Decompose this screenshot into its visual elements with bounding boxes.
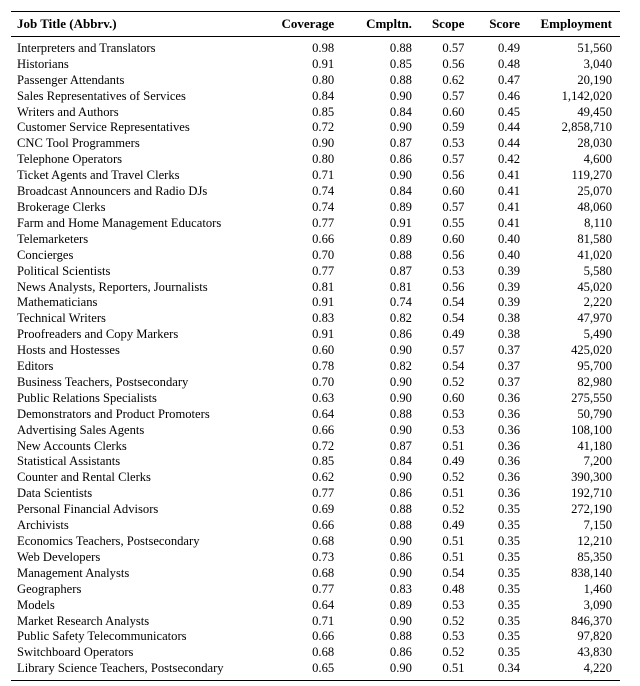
- cell-coverage: 0.68: [312, 645, 335, 660]
- cell-coverage: 0.66: [312, 231, 335, 246]
- table-row: [11, 168, 620, 184]
- table-row: [11, 359, 620, 375]
- cell-job-title: Economics Teachers, Postsecondary: [17, 534, 200, 548]
- cell-completion: 0.87: [389, 438, 412, 453]
- cell-scope: 0.52: [442, 645, 465, 660]
- cell-scope: 0.57: [442, 88, 465, 103]
- cell-coverage: 0.80: [312, 152, 335, 167]
- cell-completion: 0.88: [389, 518, 412, 533]
- cell-completion: 0.87: [389, 263, 412, 278]
- cell-employment: 47,970: [577, 311, 612, 326]
- cell-score: 0.38: [497, 327, 520, 342]
- cell-employment: 425,020: [571, 343, 612, 358]
- cell-scope: 0.54: [442, 295, 465, 310]
- cell-job-title: Concierges: [17, 247, 74, 262]
- cell-employment: 51,560: [577, 40, 612, 55]
- cell-job-title: Telemarketers: [17, 231, 89, 246]
- table-row: [11, 120, 620, 136]
- cell-completion: 0.91: [389, 215, 412, 230]
- cell-score: 0.36: [497, 486, 520, 501]
- cell-job-title: CNC Tool Programmers: [17, 136, 140, 151]
- cell-completion: 0.88: [389, 247, 412, 262]
- cell-completion: 0.86: [389, 549, 412, 564]
- header-employment: Employment: [540, 16, 612, 31]
- cell-score: 0.42: [497, 152, 520, 167]
- cell-completion: 0.88: [389, 406, 412, 421]
- cell-coverage: 0.91: [312, 56, 335, 71]
- cell-employment: 41,020: [577, 247, 612, 262]
- cell-completion: 0.86: [389, 152, 412, 167]
- cell-scope: 0.60: [442, 390, 465, 405]
- cell-job-title: Management Analysts: [17, 565, 130, 580]
- header-job-title: Job Title (Abbrv.): [17, 16, 117, 31]
- cell-employment: 2,858,710: [561, 120, 612, 135]
- cell-job-title: Farm and Home Management Educators: [17, 215, 222, 230]
- cell-employment: 50,790: [577, 406, 612, 421]
- cell-coverage: 0.77: [312, 486, 335, 501]
- cell-coverage: 0.77: [312, 581, 335, 596]
- table-row: [11, 89, 620, 105]
- table-row: [11, 391, 620, 407]
- cell-score: 0.47: [497, 72, 520, 87]
- cell-completion: 0.86: [389, 645, 412, 660]
- header-score: Score: [489, 16, 520, 31]
- cell-scope: 0.49: [442, 327, 465, 342]
- table-row: [11, 407, 620, 423]
- cell-scope: 0.49: [442, 518, 465, 533]
- table-row: [11, 327, 620, 343]
- cell-employment: 3,090: [583, 597, 612, 612]
- cell-job-title: Personal Financial Advisors: [17, 502, 159, 517]
- cell-coverage: 0.64: [312, 406, 335, 421]
- cell-job-title: Interpreters and Translators: [17, 40, 156, 55]
- cell-score: 0.40: [497, 247, 520, 262]
- cell-job-title: Public Safety Telecommunicators: [17, 629, 187, 644]
- cell-score: 0.36: [497, 390, 520, 405]
- cell-score: 0.36: [497, 454, 520, 469]
- table-row: [11, 152, 620, 168]
- cell-job-title: Writers and Authors: [17, 104, 119, 119]
- cell-coverage: 0.77: [312, 215, 335, 230]
- cell-coverage: 0.69: [312, 502, 335, 517]
- cell-scope: 0.60: [442, 184, 465, 199]
- cell-employment: 82,980: [577, 374, 612, 389]
- cell-employment: 1,142,020: [561, 88, 612, 103]
- cell-completion: 0.90: [389, 120, 412, 135]
- cell-score: 0.35: [497, 597, 520, 612]
- cell-completion: 0.90: [389, 565, 412, 580]
- cell-score: 0.36: [497, 422, 520, 437]
- cell-score: 0.39: [497, 295, 520, 310]
- table-row: [11, 73, 620, 89]
- cell-job-title: Ticket Agents and Travel Clerks: [17, 168, 180, 183]
- cell-job-title: News Analysts, Reporters, Journalists: [17, 279, 208, 294]
- cell-employment: 7,200: [583, 454, 612, 469]
- cell-scope: 0.56: [442, 168, 465, 183]
- cell-employment: 7,150: [583, 518, 612, 533]
- cell-score: 0.35: [497, 629, 520, 644]
- table-row: [11, 598, 620, 614]
- cell-job-title: Web Developers: [17, 549, 101, 564]
- cell-coverage: 0.77: [312, 263, 335, 278]
- cell-coverage: 0.66: [312, 629, 335, 644]
- cell-employment: 8,110: [584, 215, 612, 230]
- cell-score: 0.39: [497, 279, 520, 294]
- cell-scope: 0.57: [442, 40, 465, 55]
- cell-scope: 0.52: [442, 470, 465, 485]
- cell-completion: 0.89: [389, 231, 412, 246]
- cell-score: 0.35: [497, 534, 520, 548]
- table-header: [11, 12, 620, 37]
- cell-coverage: 0.84: [312, 88, 335, 103]
- cell-score: 0.36: [497, 438, 520, 453]
- cell-scope: 0.49: [442, 454, 465, 469]
- cell-job-title: Editors: [17, 359, 54, 374]
- cell-job-title: Telephone Operators: [17, 152, 123, 167]
- cell-coverage: 0.68: [312, 565, 335, 580]
- table-row: [11, 105, 620, 121]
- cell-completion: 0.84: [389, 184, 412, 199]
- cell-coverage: 0.62: [312, 470, 335, 485]
- table-row: [11, 550, 620, 566]
- cell-employment: 12,210: [577, 534, 612, 548]
- cell-completion: 0.84: [389, 454, 412, 469]
- cell-job-title: Proofreaders and Copy Markers: [17, 327, 179, 342]
- table-row: [11, 645, 620, 661]
- cell-coverage: 0.85: [312, 454, 335, 469]
- cell-coverage: 0.80: [312, 72, 335, 87]
- cell-score: 0.35: [497, 549, 520, 564]
- cell-completion: 0.82: [389, 359, 412, 374]
- cell-employment: 272,190: [571, 502, 612, 517]
- cell-score: 0.41: [497, 168, 520, 183]
- cell-job-title: Business Teachers, Postsecondary: [17, 374, 189, 389]
- cell-completion: 0.90: [389, 390, 412, 405]
- cell-job-title: Archivists: [17, 518, 69, 533]
- cell-scope: 0.54: [442, 565, 465, 580]
- table-row: [11, 470, 620, 486]
- cell-completion: 0.87: [389, 136, 412, 151]
- cell-score: 0.38: [497, 311, 520, 326]
- cell-coverage: 0.91: [312, 295, 335, 310]
- cell-score: 0.35: [497, 613, 520, 628]
- cell-coverage: 0.66: [312, 422, 335, 437]
- cell-employment: 28,030: [577, 136, 612, 151]
- cell-scope: 0.51: [442, 549, 465, 564]
- cell-employment: 41,180: [577, 438, 612, 453]
- table-row: [11, 486, 620, 502]
- cell-score: 0.48: [497, 56, 520, 71]
- cell-coverage: 0.71: [312, 613, 335, 628]
- cell-scope: 0.54: [442, 359, 465, 374]
- header-scope: Scope: [431, 16, 465, 31]
- cell-scope: 0.62: [442, 72, 465, 87]
- table-row: [11, 264, 620, 280]
- cell-score: 0.35: [497, 581, 520, 596]
- cell-score: 0.35: [497, 565, 520, 580]
- cell-completion: 0.90: [389, 661, 412, 676]
- header-completion: Cmpltn.: [366, 16, 412, 31]
- cell-job-title: Geographers: [17, 581, 82, 596]
- cell-score: 0.36: [497, 406, 520, 421]
- cell-employment: 3,040: [583, 56, 612, 71]
- cell-completion: 0.90: [389, 343, 412, 358]
- cell-coverage: 0.68: [312, 534, 335, 548]
- cell-employment: 4,220: [583, 661, 612, 676]
- cell-job-title: Advertising Sales Agents: [17, 422, 145, 437]
- cell-completion: 0.90: [389, 534, 412, 548]
- table-row: [11, 184, 620, 200]
- cell-scope: 0.56: [442, 247, 465, 262]
- cell-completion: 0.86: [389, 327, 412, 342]
- cell-completion: 0.74: [389, 295, 412, 310]
- table-row: [11, 566, 620, 582]
- table-row: [11, 661, 620, 680]
- cell-coverage: 0.73: [312, 549, 335, 564]
- cell-job-title: Market Research Analysts: [17, 613, 150, 628]
- table-row: [11, 375, 620, 391]
- table-row: [11, 423, 620, 439]
- cell-coverage: 0.74: [312, 184, 335, 199]
- cell-completion: 0.90: [389, 374, 412, 389]
- cell-score: 0.44: [497, 136, 520, 151]
- cell-job-title: Switchboard Operators: [17, 645, 134, 660]
- cell-completion: 0.88: [389, 629, 412, 644]
- occupation-table-container: [11, 11, 620, 681]
- cell-scope: 0.57: [442, 343, 465, 358]
- cell-completion: 0.85: [389, 56, 412, 71]
- cell-job-title: Passenger Attendants: [17, 72, 125, 87]
- cell-scope: 0.52: [442, 374, 465, 389]
- cell-scope: 0.53: [442, 263, 465, 278]
- cell-completion: 0.83: [389, 581, 412, 596]
- cell-employment: 1,460: [583, 581, 612, 596]
- cell-completion: 0.84: [389, 104, 412, 119]
- table-row: [11, 200, 620, 216]
- cell-scope: 0.53: [442, 136, 465, 151]
- table-row: [11, 295, 620, 311]
- cell-scope: 0.57: [442, 199, 465, 214]
- cell-coverage: 0.91: [312, 327, 335, 342]
- table-row: [11, 439, 620, 455]
- cell-employment: 108,100: [571, 422, 612, 437]
- cell-job-title: Brokerage Clerks: [17, 199, 106, 214]
- cell-employment: 390,300: [571, 470, 612, 485]
- cell-score: 0.44: [497, 120, 520, 135]
- cell-score: 0.46: [497, 88, 520, 103]
- cell-completion: 0.90: [389, 613, 412, 628]
- cell-scope: 0.51: [442, 534, 465, 548]
- cell-employment: 48,060: [577, 199, 612, 214]
- header-coverage: Coverage: [281, 16, 335, 31]
- table-row: [11, 343, 620, 359]
- table-row: [11, 534, 620, 550]
- cell-scope: 0.52: [442, 613, 465, 628]
- cell-job-title: Technical Writers: [17, 311, 106, 326]
- cell-scope: 0.53: [442, 629, 465, 644]
- cell-completion: 0.88: [389, 72, 412, 87]
- cell-completion: 0.90: [389, 470, 412, 485]
- cell-coverage: 0.64: [312, 597, 335, 612]
- cell-completion: 0.86: [389, 486, 412, 501]
- cell-scope: 0.51: [442, 438, 465, 453]
- cell-employment: 5,580: [583, 263, 612, 278]
- cell-job-title: Mathematicians: [17, 295, 98, 310]
- cell-completion: 0.89: [389, 199, 412, 214]
- cell-job-title: Library Science Teachers, Postsecondary: [17, 661, 224, 676]
- cell-scope: 0.56: [442, 56, 465, 71]
- cell-score: 0.45: [497, 104, 520, 119]
- cell-job-title: New Accounts Clerks: [17, 438, 127, 453]
- occupation-table: [11, 11, 620, 681]
- cell-employment: 49,450: [577, 104, 612, 119]
- cell-coverage: 0.63: [312, 390, 335, 405]
- cell-coverage: 0.78: [312, 359, 335, 374]
- cell-score: 0.35: [497, 518, 520, 533]
- cell-employment: 25,070: [577, 184, 612, 199]
- cell-scope: 0.53: [442, 597, 465, 612]
- cell-score: 0.49: [497, 40, 520, 55]
- cell-score: 0.35: [497, 502, 520, 517]
- cell-completion: 0.90: [389, 168, 412, 183]
- cell-job-title: Public Relations Specialists: [17, 390, 157, 405]
- table-row: [11, 232, 620, 248]
- cell-job-title: Statistical Assistants: [17, 454, 121, 469]
- cell-scope: 0.56: [442, 279, 465, 294]
- cell-coverage: 0.70: [312, 374, 335, 389]
- cell-completion: 0.81: [389, 279, 412, 294]
- cell-scope: 0.60: [442, 231, 465, 246]
- cell-coverage: 0.70: [312, 247, 335, 262]
- cell-employment: 4,600: [583, 152, 612, 167]
- cell-employment: 838,140: [571, 565, 612, 580]
- cell-scope: 0.51: [442, 486, 465, 501]
- table-row: [11, 57, 620, 73]
- table-row: [11, 136, 620, 152]
- cell-employment: 192,710: [571, 486, 612, 501]
- cell-job-title: Counter and Rental Clerks: [17, 470, 151, 485]
- cell-scope: 0.53: [442, 406, 465, 421]
- cell-coverage: 0.65: [312, 661, 335, 676]
- cell-employment: 97,820: [577, 629, 612, 644]
- cell-score: 0.41: [497, 184, 520, 199]
- cell-score: 0.34: [497, 661, 520, 676]
- cell-employment: 20,190: [577, 72, 612, 87]
- cell-coverage: 0.71: [312, 168, 335, 183]
- cell-scope: 0.54: [442, 311, 465, 326]
- table-row: [11, 454, 620, 470]
- cell-scope: 0.55: [442, 215, 465, 230]
- cell-employment: 85,350: [577, 549, 612, 564]
- cell-job-title: Data Scientists: [17, 486, 93, 501]
- cell-coverage: 0.98: [312, 40, 335, 55]
- table-row: [11, 248, 620, 264]
- cell-employment: 275,550: [571, 390, 612, 405]
- cell-completion: 0.90: [389, 88, 412, 103]
- cell-score: 0.37: [497, 374, 520, 389]
- table-row: [11, 614, 620, 630]
- cell-employment: 81,580: [577, 231, 612, 246]
- cell-job-title: Customer Service Representatives: [17, 120, 190, 135]
- cell-employment: 2,220: [583, 295, 612, 310]
- table-row: [11, 280, 620, 296]
- cell-coverage: 0.72: [312, 438, 335, 453]
- cell-score: 0.37: [497, 359, 520, 374]
- cell-coverage: 0.72: [312, 120, 335, 135]
- cell-coverage: 0.66: [312, 518, 335, 533]
- cell-coverage: 0.90: [312, 136, 335, 151]
- cell-employment: 846,370: [571, 613, 612, 628]
- cell-scope: 0.53: [442, 422, 465, 437]
- cell-coverage: 0.85: [312, 104, 335, 119]
- cell-job-title: Political Scientists: [17, 263, 111, 278]
- cell-employment: 45,020: [577, 279, 612, 294]
- cell-coverage: 0.81: [312, 279, 335, 294]
- cell-score: 0.35: [497, 645, 520, 660]
- cell-job-title: Models: [17, 597, 55, 612]
- cell-completion: 0.90: [389, 422, 412, 437]
- table-row: [11, 582, 620, 598]
- cell-employment: 5,490: [583, 327, 612, 342]
- table-body: [11, 36, 620, 680]
- cell-completion: 0.89: [389, 597, 412, 612]
- cell-job-title: Demonstrators and Product Promoters: [17, 406, 210, 421]
- cell-job-title: Historians: [17, 56, 69, 71]
- cell-scope: 0.48: [442, 581, 465, 596]
- cell-scope: 0.51: [442, 661, 465, 676]
- cell-score: 0.39: [497, 263, 520, 278]
- cell-score: 0.41: [497, 215, 520, 230]
- table-row: [11, 36, 620, 56]
- table-row: [11, 502, 620, 518]
- header-row: [11, 12, 620, 37]
- cell-coverage: 0.60: [312, 343, 335, 358]
- cell-score: 0.36: [497, 470, 520, 485]
- cell-job-title: Broadcast Announcers and Radio DJs: [17, 184, 208, 199]
- table-row: [11, 629, 620, 645]
- cell-score: 0.41: [497, 199, 520, 214]
- cell-completion: 0.82: [389, 311, 412, 326]
- cell-score: 0.40: [497, 231, 520, 246]
- cell-completion: 0.88: [389, 40, 412, 55]
- cell-scope: 0.52: [442, 502, 465, 517]
- cell-coverage: 0.74: [312, 199, 335, 214]
- cell-job-title: Hosts and Hostesses: [17, 343, 120, 358]
- cell-employment: 43,830: [577, 645, 612, 660]
- cell-scope: 0.60: [442, 104, 465, 119]
- cell-completion: 0.88: [389, 502, 412, 517]
- cell-score: 0.37: [497, 343, 520, 358]
- table-row: [11, 518, 620, 534]
- table-row: [11, 216, 620, 232]
- cell-scope: 0.57: [442, 152, 465, 167]
- cell-job-title: Sales Representatives of Services: [17, 88, 186, 103]
- cell-coverage: 0.83: [312, 311, 335, 326]
- cell-scope: 0.59: [442, 120, 465, 135]
- table-row: [11, 311, 620, 327]
- cell-employment: 119,270: [571, 168, 612, 183]
- cell-employment: 95,700: [577, 359, 612, 374]
